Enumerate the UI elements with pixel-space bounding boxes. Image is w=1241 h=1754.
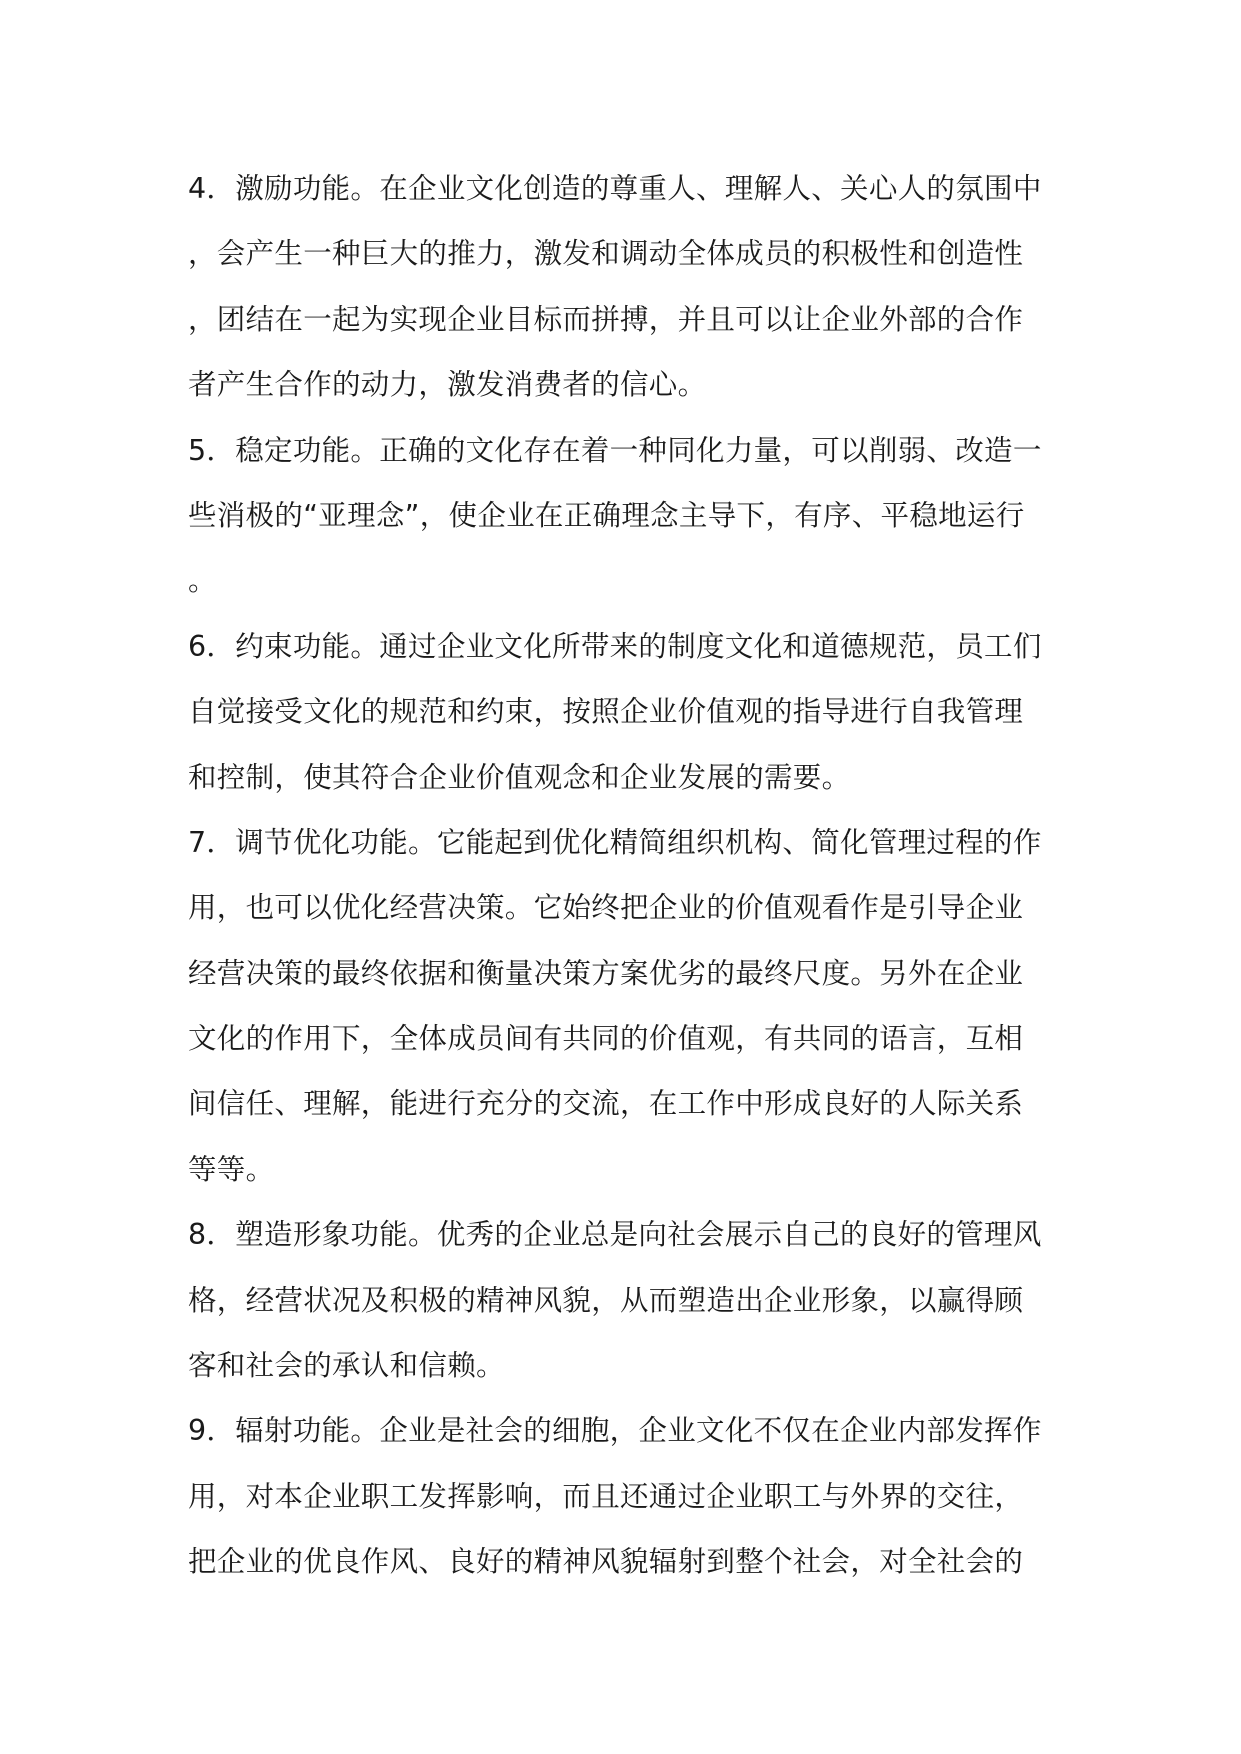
text-line: ，会产生一种巨大的推力，激发和调动全体成员的积极性和创造性 xyxy=(188,237,1024,271)
text-line: 5．稳定功能。正确的文化存在着一种同化力量，可以削弱、改造一 xyxy=(188,433,1042,467)
text-line: 等等。 xyxy=(188,1152,275,1186)
text-line: 6．约束功能。通过企业文化所带来的制度文化和道德规范，员工们 xyxy=(188,629,1042,663)
text-line: 间信任、理解，能进行充分的交流，在工作中形成良好的人际关系 xyxy=(188,1087,1024,1121)
text-line: 经营决策的最终依据和衡量决策方案优劣的最终尺度。另外在企业 xyxy=(188,956,1024,990)
text-line: ，团结在一起为实现企业目标而拼搏，并且可以让企业外部的合作 xyxy=(188,302,1024,336)
text-line: 把企业的优良作风、良好的精神风貌辐射到整个社会，对全社会的 xyxy=(188,1545,1024,1579)
text-line: 自觉接受文化的规范和约束，按照企业价值观的指导进行自我管理 xyxy=(188,695,1024,729)
text-line: 。 xyxy=(188,564,217,598)
text-line: 8．塑造形象功能。优秀的企业总是向社会展示自己的良好的管理风 xyxy=(188,1218,1042,1252)
text-line: 格，经营状况及积极的精神风貌，从而塑造出企业形象，以赢得顾 xyxy=(188,1283,1024,1317)
text-line: 客和社会的承认和信赖。 xyxy=(188,1349,505,1383)
text-line: 用，对本企业职工发挥影响，而且还通过企业职工与外界的交往， xyxy=(188,1479,1024,1513)
text-line: 4．激励功能。在企业文化创造的尊重人、理解人、关心人的氛围中 xyxy=(188,172,1042,205)
text-line: 7．调节优化功能。它能起到优化精简组织机构、简化管理过程的作 xyxy=(188,825,1042,859)
body-text xyxy=(188,156,1068,1595)
text-line: 文化的作用下，全体成员间有共同的价值观，有共同的语言，互相 xyxy=(188,1022,1024,1056)
text-line: 用，也可以优化经营决策。它始终把企业的价值观看作是引导企业 xyxy=(188,891,1024,925)
text-line: 些消极的“亚理念”，使企业在正确理念主导下，有序、平稳地运行 xyxy=(188,498,1025,532)
text-line: 和控制，使其符合企业价值观念和企业发展的需要。 xyxy=(188,760,851,794)
text-line: 9．辐射功能。企业是社会的细胞，企业文化不仅在企业内部发挥作 xyxy=(188,1414,1042,1448)
text-line: 者产生合作的动力，激发消费者的信心。 xyxy=(188,368,707,402)
